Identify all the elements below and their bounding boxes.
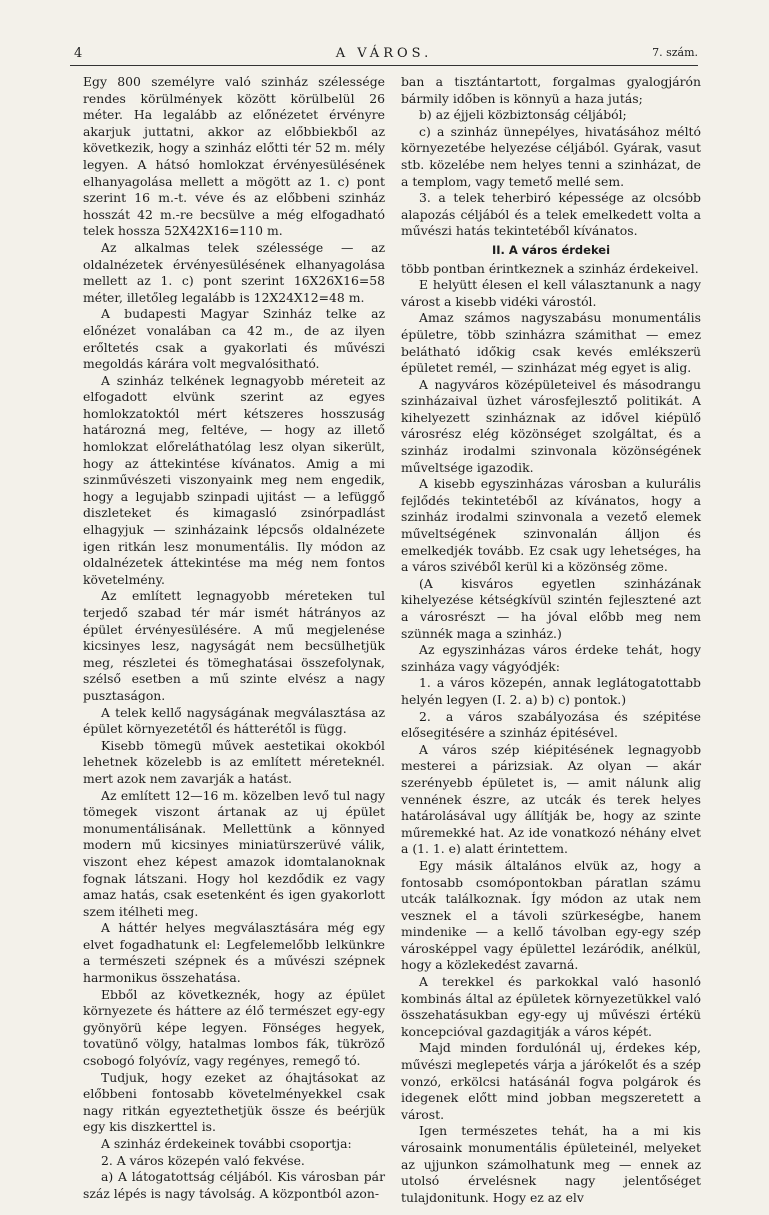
page-header — [70, 46, 698, 64]
paragraph: (A kisváros egyetlen szinházának kihelyezése kétségkívül szintén fejlesztené azt a városrészt — ha jóval előbb meg nem szünnék maga a szinház.) — [401, 575, 701, 641]
paragraph: A terekkel és parkokkal való hasonló kombinás által az épületek környezetükkel való összehatásukban egy-egy uj művészi értékü koncepcióval gazdagitják a város képét. — [401, 974, 701, 1039]
page-number: 4 — [74, 46, 83, 61]
left-column — [83, 74, 385, 1201]
paragraph: Majd minden fordulónál uj, érdekes kép, művészi meglepetés várja a járókelőt és a szép vonzó, erkölcsi hatásánál fogva polgárok és idegenek előtt mind jobban megszeretett a várost. — [401, 1040, 701, 1122]
paragraph: több pontban érintkeznek a szinház érdekeivel. — [401, 260, 699, 276]
paragraph: 2. a város szabályozása és szépitése elősegitésére a szinház épitésével. — [401, 708, 701, 741]
paragraph: A szinház telkének legnagyobb méreteit az elfogadott elvünk szerint az egyes homlokzatoktól mért kétszeres hosszuság határozná meg, feltéve, — hogy az illető homlokzat előreláthatólag lesz olyan sikerült, hogy az áttekintése kívánatos. Amig a mi szinművészeti viszonyaink meg nem engedik, hogy a legujabb szinpadi ujitást — a lefüggő diszleteket és kimagasló zsinórpadlást elhagyjuk — szinházaink lépcsős oldalnézete igen ritkán lesz monumentális. Ily módon az oldalnézetek áttekintése ma még nem fontos követelmény. — [83, 372, 385, 587]
section-heading: II. A város érdekei — [491, 242, 611, 257]
paragraph: b) az éjjeli közbiztonság céljából; — [419, 107, 627, 123]
paragraph: Igen természetes tehát, ha a mi kis városaink monumentális épületeinél, melyeket az ujjunkon számolhatunk meg — ennek az utolsó érvelésnek nagy jelentőséget tulajdonitunk. Hogy ez az elv — [401, 1123, 701, 1205]
right-column — [401, 74, 701, 1205]
paragraph: A telek kellő nagyságának megválasztása az épület környezetétől és hátterétől is függ. — [83, 704, 385, 737]
header-rule — [70, 65, 698, 66]
paragraph: ban a tisztántartott, forgalmas gyalogjárón bármily időben is könnyü a haza jutás; — [401, 74, 701, 106]
paragraph: A kisebb egyszinházas városban a kulurális fejlődés tekintetéből az kívánatos, hogy a szinház irodalmi szinvonala a vezető elemek műveltségének szinvonalán álljon és emelkedjék tovább. Ez csak ugy lehetséges, ha a város szivéből kerül ki a közönség zöme. — [401, 476, 701, 575]
paragraph: A szinház érdekeinek további csoportja: — [101, 1136, 352, 1151]
paragraph: 1. a város közepén, annak leglátogatottabb helyén legyen (I. 2. a) b) c) pontok.) — [401, 675, 701, 707]
paragraph: A nagyváros középületeivel és másodrangu szinházaival üzhet városfejlesztő politikát. A kihelyezett szinháznak az idővel kiépülő városrész elég közönséget szolgáltat, és a szinház irodalmi szinvonala közönségének műveltsége igazodik. — [401, 376, 701, 475]
paragraph: Az említett legnagyobb méreteken tul terjedő szabad tér már ismét hátrányos az épület érvényesülésére. A mű megjelenése kicsinyes lesz, nagyságát nem becsülhetjük meg, részletei és tömeghatásai összefolynak, szélső esetben a mű szinte elvész a nagy pusztaságon. — [83, 588, 385, 703]
paragraph: Az említett 12—16 m. közelben levő tul nagy tömegek viszont ártanak az uj épület monumentálisának. Mellettünk a könnyed modern mű kicsinyes miniatürszerüvé válik, viszont ehez képest amazok idomtalanoknak fognak látszani. Hogy hol kezdődik ez vagy amaz hatás, csak esetenként és igen gyakorlott szem itélheti meg. — [83, 787, 385, 919]
paragraph: E helyütt élesen el kell választanunk a nagy várost a kisebb vidéki várostól. — [401, 277, 701, 309]
paragraph: Az alkalmas telek szélessége — az oldalnézetek érvényesülésének elhanyagolása mellett az 1. c) pont szerint 16X26X16=58 méter, illetőleg legalább is 12X24X12=48 m. — [83, 239, 385, 305]
paragraph: A város szép kiépitésének legnagyobb mesterei a párizsiak. Az olyan — akár szerényebb épületet is, — amit nálunk alig vennének észre, az utcák és terek helyes határolásával ugy állítják be, hogy az szinte műremekké hat. Az ide vonatkozó néhány elvet a (1. 1. e) alatt érintettem. — [401, 741, 701, 857]
paragraph: Egy 800 személyre való szinház szélessége rendes körülmények között körülbelül 26 méter. Ha legalább az előnézetet érvényre akarjuk juttatni, akkor az előbbiekből az következik, hogy a szinház előtti tér 52 m. mély legyen. A hátsó homlokzat érvényesülésének elhanyagolása mellett a mögött az 1. c) pont szerint 16 m.-t. véve és az előbbeni szinház hosszát 42 m.-re becsülve a még elfogadható telek hossza 52X42X16=110 m. — [83, 74, 385, 239]
issue-number: 7. szám. — [652, 46, 698, 59]
section-heading-2: 2. A város közepén való fekvése. — [101, 1152, 305, 1168]
paragraph: c) a szinház ünnepélyes, hivatásához méltó környezetébe helyezése céljából. Gyárak, vasut stb. közelébe nem helyes tenni a szinházat, de a templom, vagy temető mellé sem. — [401, 123, 701, 189]
paragraph: Amaz számos nagyszabásu monumentális épületre, több szinházra számithat — emez belátható időkig csak kevés emlékszerü épületet remél, — szinházat még egyet is alig. — [401, 310, 701, 376]
paragraph: A budapesti Magyar Szinház telke az előnézet vonalában ca 42 m., de az ilyen erőltetés csak a gyakorlati és művészi megoldás kárára volt megvalósitható. — [83, 306, 385, 372]
paragraph: Tudjuk, hogy ezeket az óhajtásokat az előbbeni fontosabb követelményekkel csak nagy ritkán egyeztethetjük össze és beérjük egy kis diszkerttel is. — [83, 1069, 385, 1135]
paragraph: a) A látogatottság céljából. Kis városban pár száz lépés is nagy távolság. A központból azon- — [83, 1169, 385, 1201]
paragraph: A háttér helyes megválasztására még egy elvet fogadhatunk el: Legfelemelőbb lelkünkre a természeti szépnek és a művészi szépnek harmonikus összehatása. — [83, 920, 385, 986]
paragraph: 3. a telek teherbiró képessége az olcsóbb alapozás céljából és a telek emelkedett volta a művészi hatás tekintetéből kívánatos. — [401, 190, 701, 239]
paragraph: Kisebb tömegü művek aestetikai okokból lehetnek közelebb is az említett méreteknél. mert azok nem zavarják a hatást. — [83, 737, 385, 786]
paragraph: Egy másik általános elvük az, hogy a fontosabb csomópontokban páratlan számu utcák találkoznak. Így módon az utak nem vesznek el a távoli szürkeségbe, hanem mindenike — a kellő távolban egy-egy szép városképpel vagy épülettel lezáródik, anélkül, hogy a közlekedést zavarná. — [401, 857, 701, 973]
paragraph: Ebből az következnék, hogy az épület környezete és háttere az élő természet egy-egy gyönyörü képe legyen. Fönséges hegyek, tovatünő völgy, hatalmas lombos fák, tükröző csobogó folyóvíz, vagy regényes, remegő tó. — [83, 986, 385, 1069]
paragraph: Az egyszinházas város érdeke tehát, hogy szinháza vagy vágyódjék: — [401, 642, 701, 674]
journal-title: A VÁROS. — [335, 46, 433, 61]
